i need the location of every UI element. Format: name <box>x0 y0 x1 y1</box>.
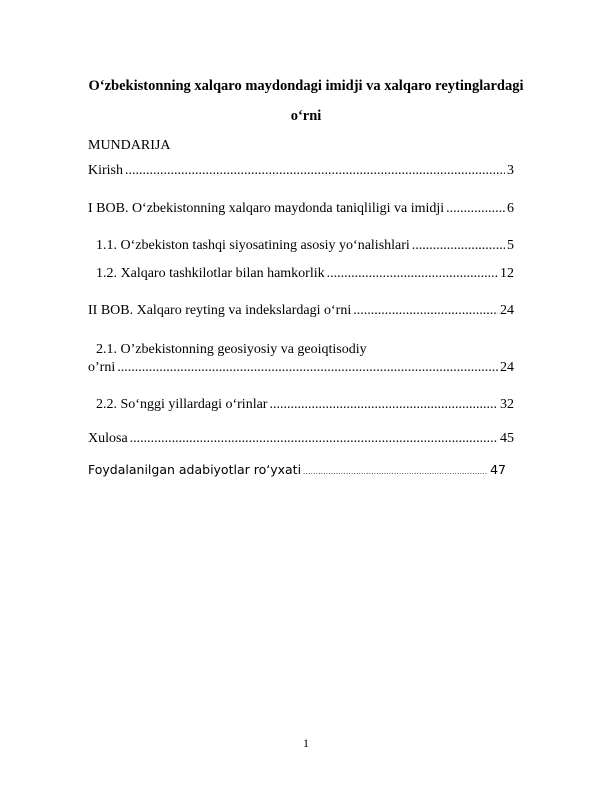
toc-entry-page: 12 <box>500 266 514 281</box>
toc-entry-section-1-2 <box>96 266 514 282</box>
toc-heading: MUNDARIJA <box>88 138 171 153</box>
toc-entry-section-2-2 <box>96 397 514 413</box>
toc-entry-chapter-2 <box>88 303 514 319</box>
toc-entry-page: 3 <box>507 163 514 178</box>
toc-leader-dots <box>327 266 498 282</box>
toc-leader-dots <box>117 360 498 376</box>
toc-entry-section-2-1-line1: 2.1. O’zbekistonning geosiyosiy va geoiqtisodiy <box>96 342 367 357</box>
toc-entry-section-1-1 <box>96 238 514 254</box>
toc-entry-chapter-1 <box>88 201 514 217</box>
toc-entry-label: II BOB. Xalqaro reyting va indekslardagi o‘rni <box>88 303 352 318</box>
toc-leader-dots <box>303 468 488 476</box>
toc-entry-label: 1.2. Xalqaro tashkilotlar bilan hamkorlik <box>96 266 325 281</box>
toc-entry-label: 2.2. So‘nggi yillardagi o‘rinlar <box>96 397 268 412</box>
document-title: O‘zbekistonning xalqaro maydondagi imidji va xalqaro reytinglardagi o‘rni <box>88 78 524 124</box>
toc-entry-bibliography <box>88 462 506 477</box>
toc-entry-label: Xulosa <box>88 431 128 446</box>
toc-entry-label: Kirish <box>88 163 123 178</box>
toc-leader-dots <box>269 397 498 413</box>
toc-entry-xulosa <box>88 431 514 447</box>
toc-entry-page: 6 <box>507 201 514 216</box>
toc-entry-section-2-1 <box>88 360 514 376</box>
toc-leader-dots <box>130 431 498 447</box>
toc-leader-dots <box>446 201 505 217</box>
toc-entry-label: Foydalanilgan adabiyotlar ro‘yxati <box>88 462 302 477</box>
toc-entry-page: 45 <box>500 431 514 446</box>
toc-leader-dots <box>125 163 505 179</box>
toc-entry-page: 32 <box>500 397 514 412</box>
toc-leader-dots <box>353 303 498 319</box>
toc-entry-kirish <box>88 163 514 179</box>
toc-entry-label: I BOB. O‘zbekistonning xalqaro maydonda taniqliligi va imidji <box>88 201 445 216</box>
toc-entry-page: 24 <box>500 303 514 318</box>
toc-entry-page: 24 <box>500 360 514 375</box>
toc-leader-dots <box>412 238 505 254</box>
toc-entry-page: 47 <box>490 462 506 477</box>
toc-entry-page: 5 <box>507 238 514 253</box>
toc-entry-label: o’rni <box>88 360 116 375</box>
page-number: 1 <box>303 736 309 750</box>
toc-entry-label: 1.1. O‘zbekiston tashqi siyosatining asosiy yo‘nalishlari <box>96 238 410 253</box>
